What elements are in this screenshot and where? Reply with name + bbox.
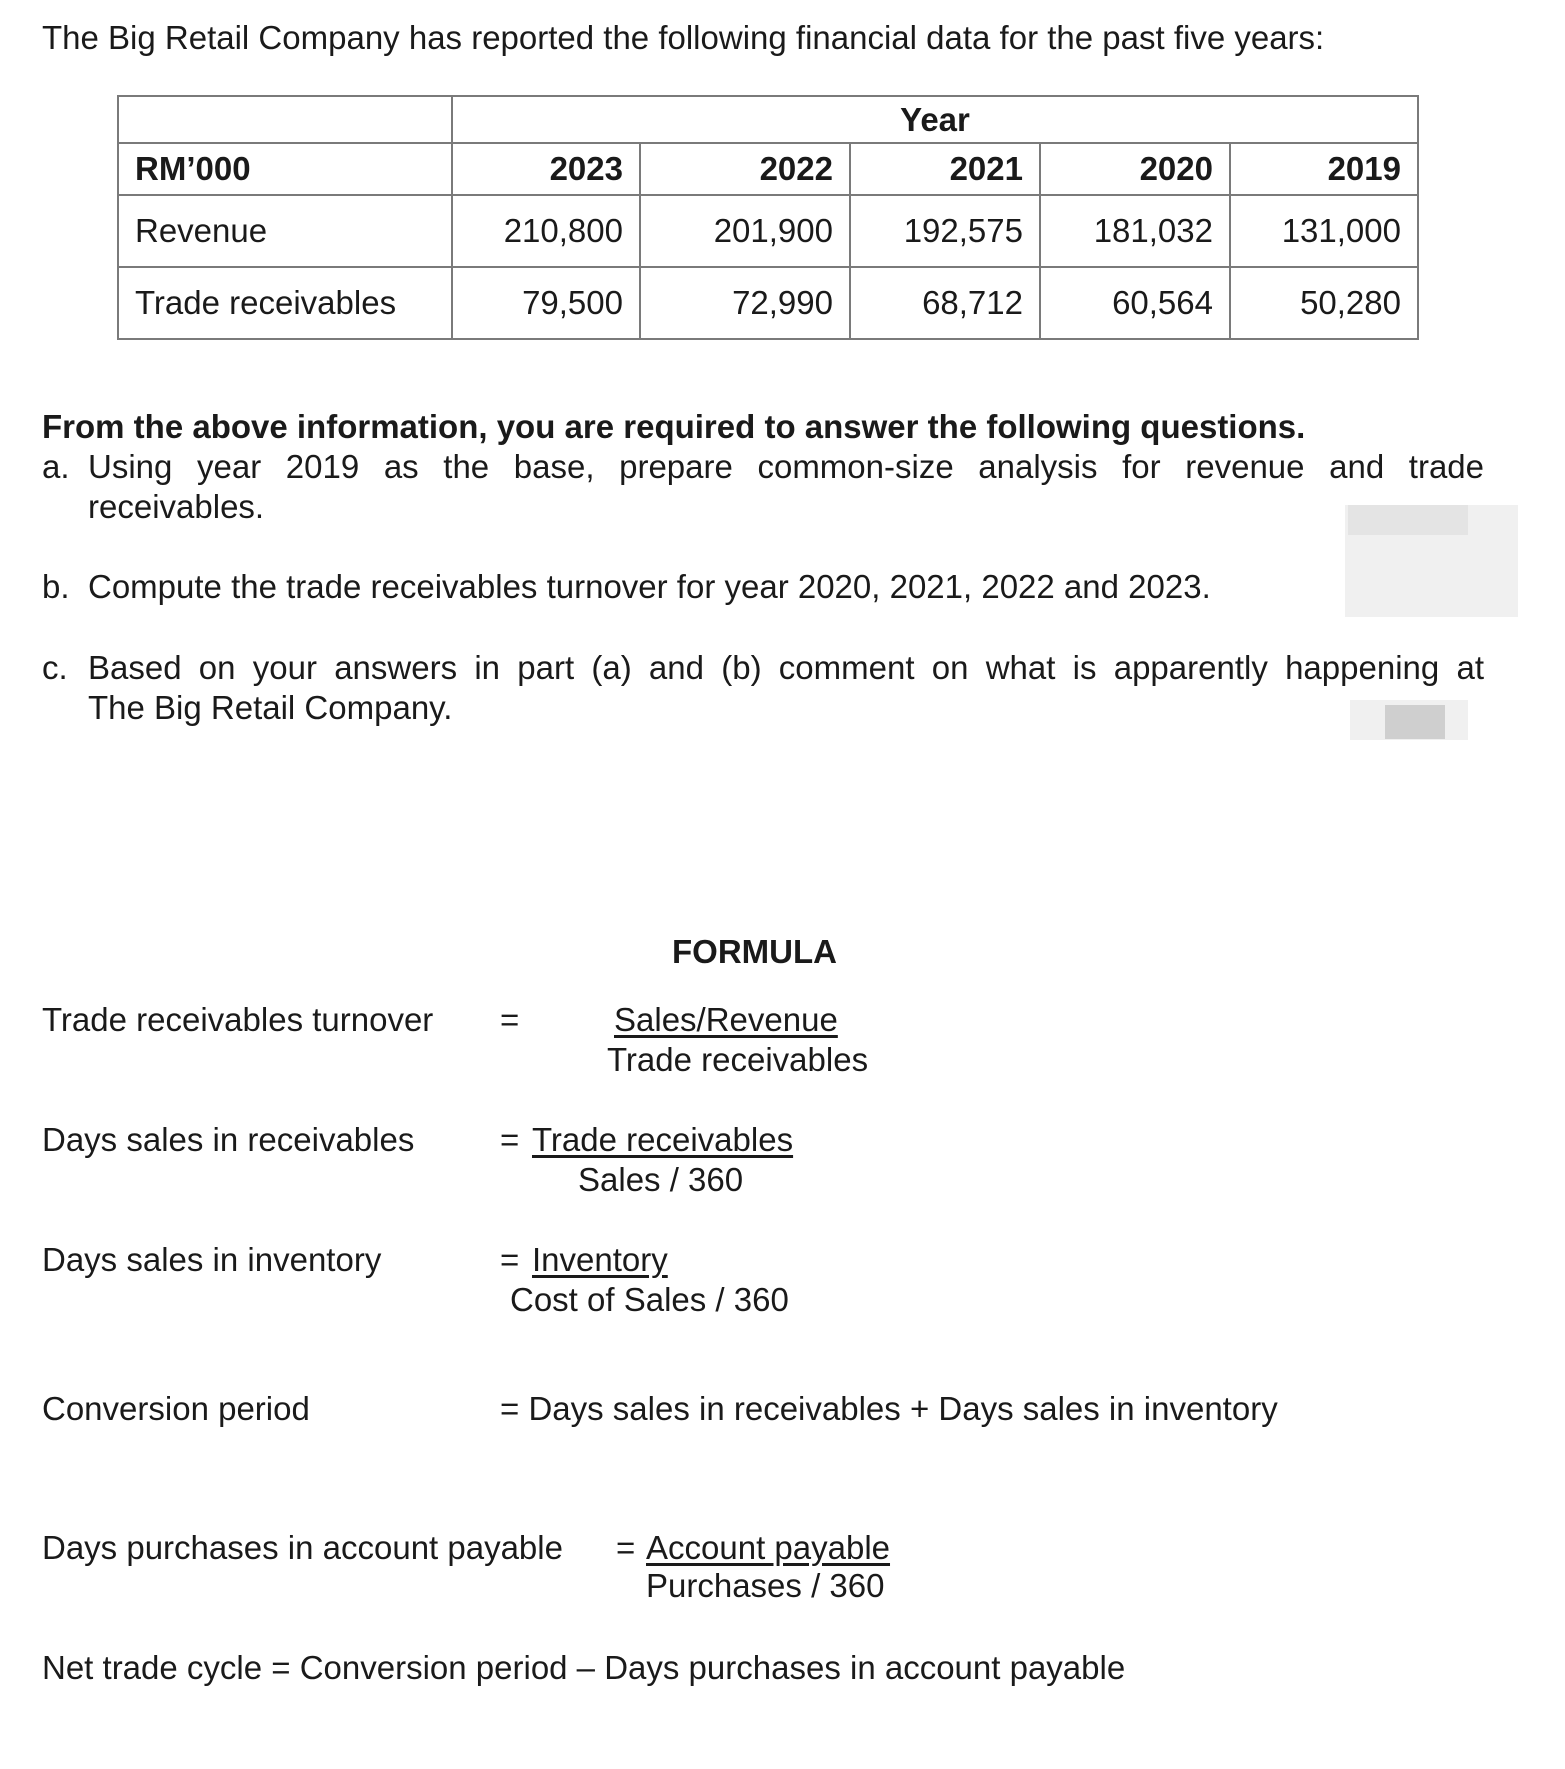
table-cell: 181,032 bbox=[1040, 195, 1230, 267]
formula-dsr-equals: = bbox=[500, 1121, 520, 1158]
financial-data-table bbox=[117, 95, 1419, 340]
formula-heading: FORMULA bbox=[672, 933, 837, 970]
formula-trt-label: Trade receivables turnover bbox=[42, 1001, 434, 1038]
formula-dsi-numerator: Inventory bbox=[532, 1241, 668, 1278]
question-a-line1: Using year 2019 as the base, prepare common-size analysis for revenue and trade bbox=[88, 448, 1484, 485]
unit-label: RM’000 bbox=[118, 143, 452, 195]
row-label: Revenue bbox=[118, 195, 452, 267]
formula-dpap-denominator: Purchases / 360 bbox=[646, 1567, 885, 1604]
formula-dpap-numerator: Account payable bbox=[646, 1529, 891, 1566]
question-b-letter: b. bbox=[42, 568, 70, 605]
question-c-line2: The Big Retail Company. bbox=[88, 689, 453, 726]
table-cell: 60,564 bbox=[1040, 267, 1230, 339]
question-a-line2: receivables. bbox=[88, 488, 265, 525]
table-cell: 131,000 bbox=[1230, 195, 1418, 267]
table-row-revenue bbox=[118, 195, 1418, 267]
redaction-mask bbox=[1385, 705, 1445, 739]
question-b-text: Compute the trade receivables turnover for year 2020, 2021, 2022 and 2023. bbox=[88, 568, 1211, 605]
table-corner-cell bbox=[118, 96, 452, 143]
question-c-letter: c. bbox=[42, 649, 68, 686]
table-cell: 201,900 bbox=[640, 195, 850, 267]
formula-conv-expression: = Days sales in receivables + Days sales in inventory bbox=[500, 1390, 1278, 1427]
formula-net-trade-cycle: Net trade cycle = Conversion period – Days purchases in account payable bbox=[42, 1649, 1126, 1686]
year-header: Year bbox=[452, 96, 1418, 143]
formula-dsi-equals: = bbox=[500, 1241, 520, 1278]
table-cell: 79,500 bbox=[452, 267, 640, 339]
formula-trt-denominator: Trade receivables bbox=[607, 1041, 869, 1078]
year-2023-header: 2023 bbox=[452, 143, 640, 195]
formula-dsr-label: Days sales in receivables bbox=[42, 1121, 415, 1158]
question-c-line1: Based on your answers in part (a) and (b) comment on what is apparently happening at bbox=[88, 649, 1484, 686]
formula-dsi-denominator: Cost of Sales / 360 bbox=[510, 1281, 789, 1318]
formula-trt-numerator: Sales/Revenue bbox=[614, 1001, 838, 1038]
table-cell: 68,712 bbox=[850, 267, 1040, 339]
row-label: Trade receivables bbox=[118, 267, 452, 339]
year-2020-header: 2020 bbox=[1040, 143, 1230, 195]
table-year-header-row bbox=[118, 96, 1418, 143]
table-row-trade-receivables bbox=[118, 267, 1418, 339]
year-2022-header: 2022 bbox=[640, 143, 850, 195]
year-2021-header: 2021 bbox=[850, 143, 1040, 195]
formula-dsr-numerator: Trade receivables bbox=[532, 1121, 794, 1158]
table-header-row bbox=[118, 143, 1418, 195]
year-2019-header: 2019 bbox=[1230, 143, 1418, 195]
formula-dsi-label: Days sales in inventory bbox=[42, 1241, 382, 1278]
question-a-letter: a. bbox=[42, 448, 70, 485]
formula-dsr-denominator: Sales / 360 bbox=[578, 1161, 744, 1198]
table-cell: 210,800 bbox=[452, 195, 640, 267]
redaction-mask bbox=[1348, 505, 1468, 535]
formula-dpap-equals: = bbox=[616, 1529, 636, 1566]
table-cell: 72,990 bbox=[640, 267, 850, 339]
formula-dpap-label: Days purchases in account payable bbox=[42, 1529, 563, 1566]
intro-text: The Big Retail Company has reported the following financial data for the past five years: bbox=[42, 19, 1325, 56]
instructions-heading: From the above information, you are required to answer the following questions. bbox=[42, 408, 1306, 445]
table-cell: 50,280 bbox=[1230, 267, 1418, 339]
table-cell: 192,575 bbox=[850, 195, 1040, 267]
formula-conv-label: Conversion period bbox=[42, 1390, 310, 1427]
formula-trt-equals: = bbox=[500, 1001, 520, 1038]
